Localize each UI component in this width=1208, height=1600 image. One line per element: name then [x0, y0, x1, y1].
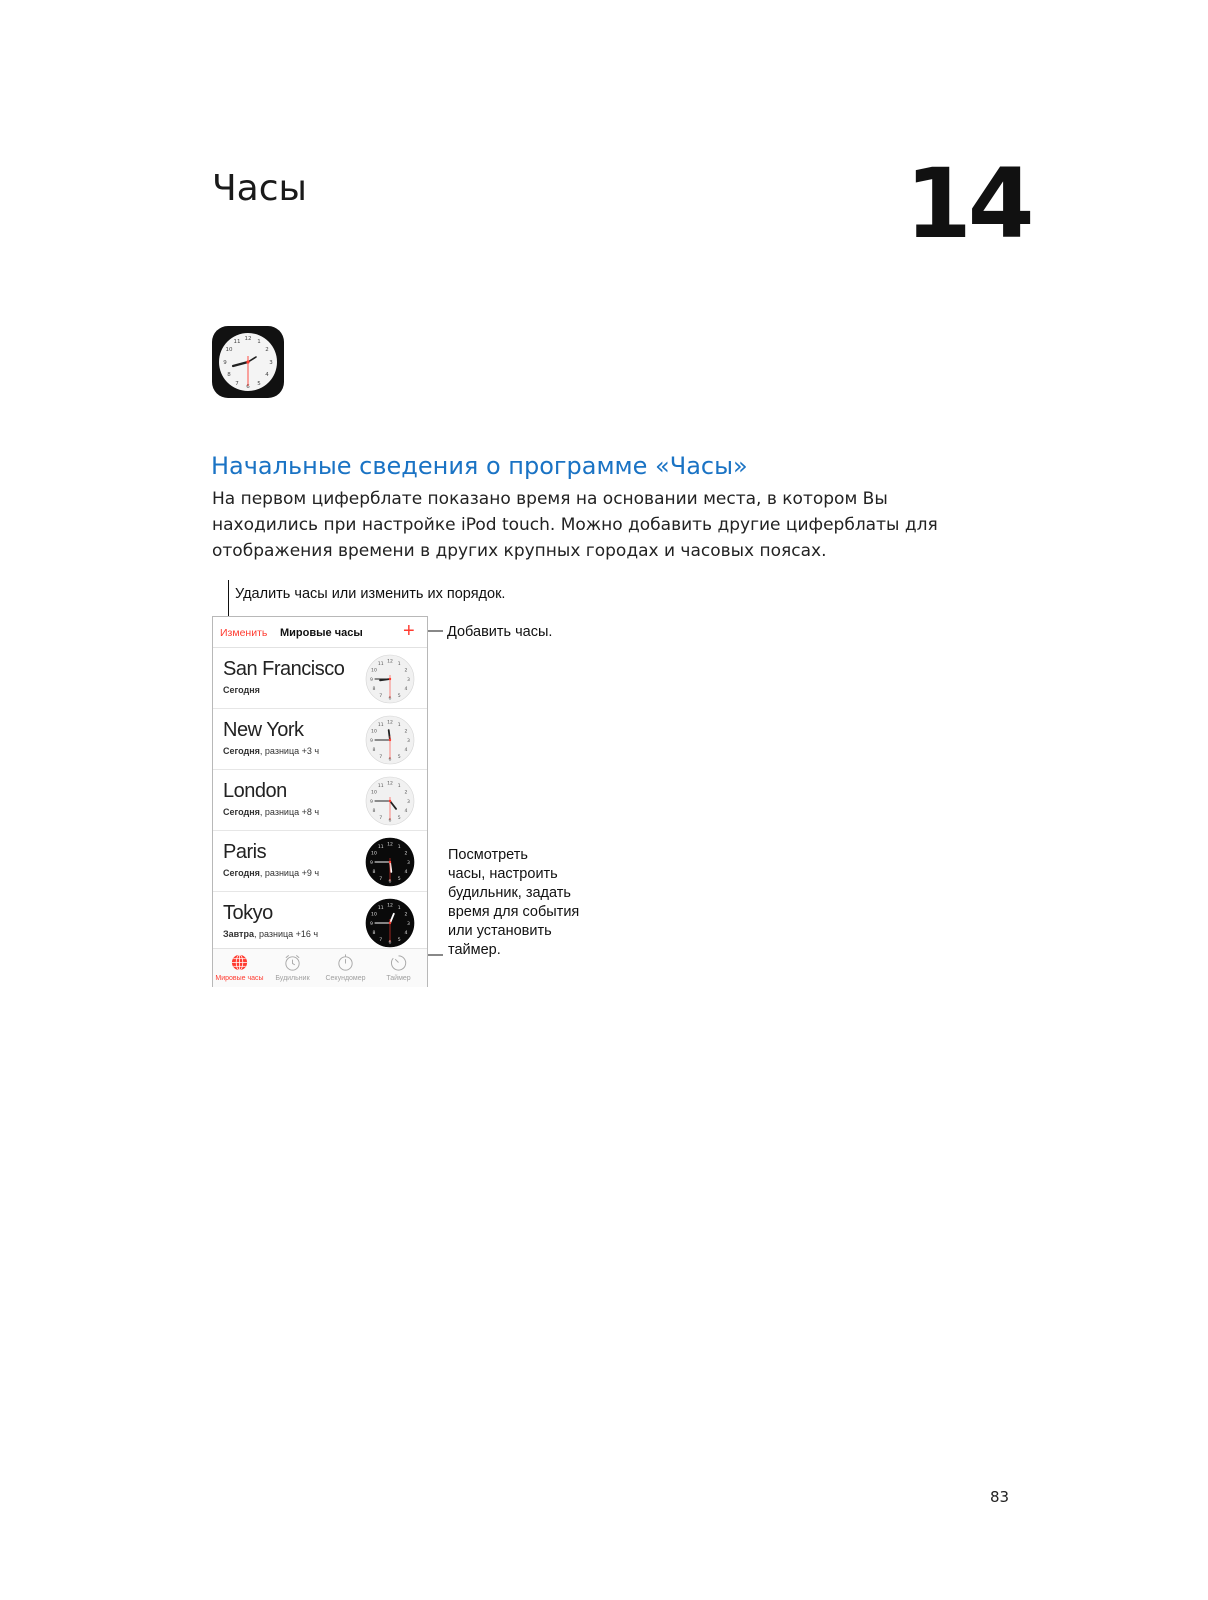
- world-clock-screen: [212, 616, 428, 987]
- chapter-title: Часы: [212, 168, 307, 209]
- svg-text:8: 8: [372, 809, 376, 815]
- alarm-icon: [283, 953, 302, 972]
- svg-text:11: 11: [377, 844, 384, 850]
- offset-label: , разница +16 ч: [253, 929, 319, 939]
- svg-text:9: 9: [370, 677, 373, 683]
- tab-world-clock[interactable]: [213, 949, 266, 987]
- svg-text:3: 3: [407, 799, 410, 805]
- nav-title: Мировые часы: [280, 627, 363, 639]
- callout-tabs: [448, 846, 579, 960]
- svg-text:7: 7: [235, 381, 239, 387]
- svg-text:1: 1: [257, 339, 261, 345]
- svg-text:2: 2: [404, 912, 408, 918]
- svg-text:12: 12: [387, 720, 393, 726]
- tab-alarm[interactable]: [266, 949, 319, 987]
- svg-text:8: 8: [372, 931, 376, 937]
- tab-label: Будильник: [275, 975, 310, 982]
- add-clock-button[interactable]: +: [403, 620, 415, 642]
- svg-text:12: 12: [387, 903, 393, 909]
- svg-text:9: 9: [370, 921, 373, 927]
- day-label: Завтра: [223, 929, 254, 939]
- svg-text:9: 9: [370, 799, 373, 805]
- city-name: London: [223, 780, 287, 802]
- svg-text:12: 12: [387, 659, 393, 665]
- svg-text:2: 2: [404, 790, 408, 796]
- svg-text:10: 10: [371, 851, 377, 857]
- time-difference: [223, 807, 319, 817]
- svg-text:10: 10: [225, 347, 233, 353]
- svg-text:5: 5: [257, 381, 261, 387]
- svg-text:1: 1: [397, 844, 401, 850]
- analog-clock-icon: [365, 776, 415, 826]
- svg-text:4: 4: [265, 372, 269, 378]
- svg-text:5: 5: [397, 754, 401, 760]
- svg-text:8: 8: [372, 748, 376, 754]
- svg-text:1: 1: [397, 722, 401, 728]
- svg-text:1: 1: [397, 905, 401, 911]
- svg-text:10: 10: [371, 912, 377, 918]
- svg-text:10: 10: [371, 668, 377, 674]
- svg-text:4: 4: [404, 809, 408, 815]
- clock-app-icon: [212, 326, 284, 398]
- intro-paragraph: На первом циферблате показано время на основании места, в котором Вы находились при настройке iPod touch. Можно добавить другие циферблаты для отображения времени в других крупных городах и часовых поясах.: [212, 489, 938, 561]
- day-label: Сегодня: [223, 746, 260, 756]
- callout-tabs-line: будильник, задать: [448, 885, 571, 901]
- clock-row[interactable]: [213, 648, 427, 709]
- svg-text:3: 3: [407, 738, 410, 744]
- svg-text:5: 5: [397, 937, 401, 943]
- svg-text:11: 11: [377, 661, 384, 667]
- time-difference: [223, 685, 260, 695]
- svg-text:10: 10: [371, 729, 377, 735]
- svg-text:8: 8: [372, 870, 376, 876]
- svg-text:7: 7: [379, 815, 383, 821]
- svg-text:2: 2: [265, 347, 269, 353]
- offset-label: , разница +8 ч: [259, 807, 320, 817]
- svg-text:11: 11: [377, 905, 384, 911]
- svg-text:10: 10: [371, 790, 377, 796]
- svg-text:5: 5: [397, 876, 401, 882]
- svg-text:7: 7: [379, 937, 383, 943]
- svg-text:12: 12: [244, 336, 252, 342]
- city-name: Paris: [223, 841, 267, 863]
- analog-clock-icon: [365, 654, 415, 704]
- svg-text:1: 1: [397, 783, 401, 789]
- svg-text:6: 6: [388, 757, 392, 763]
- tab-label: Мировые часы: [215, 975, 264, 982]
- tab-label: Таймер: [386, 975, 411, 982]
- svg-text:11: 11: [377, 722, 384, 728]
- svg-text:5: 5: [397, 815, 401, 821]
- svg-text:7: 7: [379, 754, 383, 760]
- callout-tabs-line: таймер.: [448, 942, 501, 958]
- svg-text:4: 4: [404, 687, 408, 693]
- city-name: San Francisco: [223, 658, 345, 680]
- svg-text:2: 2: [404, 729, 408, 735]
- chapter-number: 14: [905, 148, 1031, 260]
- svg-text:9: 9: [370, 860, 373, 866]
- svg-text:3: 3: [407, 921, 410, 927]
- time-difference: [223, 929, 318, 939]
- nav-bar: [213, 617, 427, 648]
- offset-label: , разница +9 ч: [259, 868, 320, 878]
- callout-tabs-line: или установить: [448, 923, 552, 939]
- tab-bar: [213, 948, 427, 987]
- day-label: Сегодня: [223, 868, 260, 878]
- svg-text:2: 2: [404, 668, 408, 674]
- svg-text:2: 2: [404, 851, 408, 857]
- svg-text:7: 7: [379, 693, 383, 699]
- time-difference: [223, 868, 319, 878]
- svg-text:6: 6: [388, 940, 392, 946]
- section-title: Начальные сведения о программе «Часы»: [211, 452, 748, 480]
- svg-text:11: 11: [377, 783, 384, 789]
- analog-clock-icon: [365, 898, 415, 948]
- day-label: Сегодня: [223, 807, 260, 817]
- tab-timer[interactable]: [372, 949, 425, 987]
- svg-text:1: 1: [397, 661, 401, 667]
- callout-tabs-line: время для события: [448, 904, 580, 920]
- svg-text:9: 9: [370, 738, 373, 744]
- svg-text:6: 6: [388, 879, 392, 885]
- page-number: 83: [990, 1488, 1010, 1506]
- svg-text:6: 6: [246, 384, 250, 390]
- svg-text:9: 9: [223, 360, 227, 366]
- svg-text:7: 7: [379, 876, 383, 882]
- globe-icon: [230, 953, 249, 972]
- timer-icon: [389, 953, 408, 972]
- day-label: Сегодня: [223, 685, 260, 695]
- callout-tabs-line: Посмотреть: [448, 847, 528, 863]
- svg-text:6: 6: [388, 818, 392, 824]
- clock-row[interactable]: [213, 831, 427, 892]
- analog-clock-icon: [365, 837, 415, 887]
- clock-row[interactable]: [213, 770, 427, 831]
- city-name: Tokyo: [223, 902, 273, 924]
- city-name: New York: [223, 719, 304, 741]
- svg-text:3: 3: [407, 677, 410, 683]
- clock-row[interactable]: [213, 709, 427, 770]
- svg-text:6: 6: [388, 696, 392, 702]
- svg-text:12: 12: [387, 781, 393, 787]
- stopwatch-icon: [336, 953, 355, 972]
- svg-text:4: 4: [404, 870, 408, 876]
- offset-label: , разница +3 ч: [259, 746, 320, 756]
- svg-text:12: 12: [387, 842, 393, 848]
- tab-label: Секундомер: [325, 975, 366, 982]
- analog-clock-icon: [365, 715, 415, 765]
- svg-text:3: 3: [269, 360, 273, 366]
- svg-text:4: 4: [404, 931, 408, 937]
- callout-tabs-line: часы, настроить: [448, 866, 558, 882]
- callout-edit: Удалить часы или изменить их порядок.: [235, 586, 506, 602]
- svg-text:4: 4: [404, 748, 408, 754]
- tab-stopwatch[interactable]: [319, 949, 372, 987]
- time-difference: [223, 746, 319, 756]
- callout-add: Добавить часы.: [447, 624, 553, 640]
- clock-row[interactable]: [213, 892, 427, 952]
- svg-text:3: 3: [407, 860, 410, 866]
- svg-text:11: 11: [233, 339, 241, 345]
- svg-text:8: 8: [227, 372, 231, 378]
- edit-button[interactable]: Изменить: [220, 627, 268, 639]
- svg-text:5: 5: [397, 693, 401, 699]
- svg-text:8: 8: [372, 687, 376, 693]
